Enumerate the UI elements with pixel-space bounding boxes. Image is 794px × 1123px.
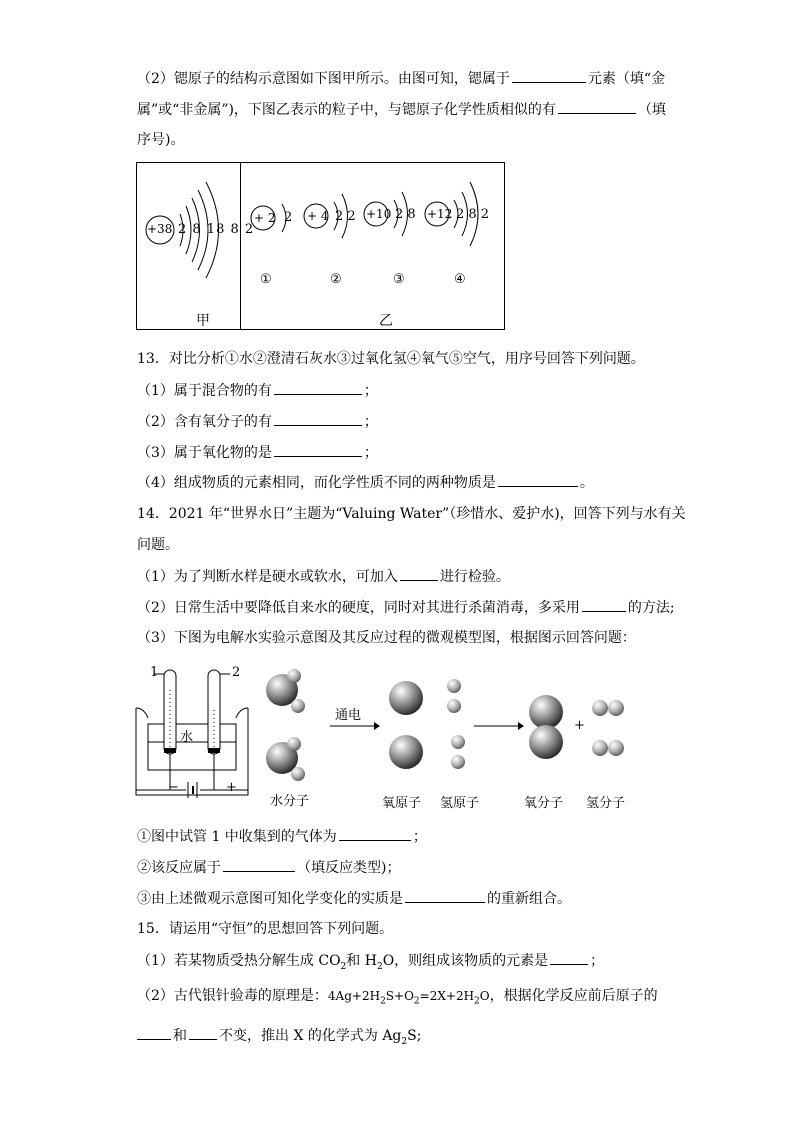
equation-part: 4Ag+2H	[327, 989, 381, 1003]
answer-blank[interactable]	[550, 950, 588, 965]
q13-text: （2）含有氧分子的有	[137, 414, 272, 430]
q12-line2	[137, 99, 666, 120]
oxygen-atom-label: 氧原子	[382, 796, 422, 811]
answer-blank[interactable]	[274, 442, 362, 457]
q14-sub2	[137, 857, 400, 878]
q15-part2	[137, 986, 658, 1011]
equation-part: S+O	[385, 989, 414, 1003]
q13-stem	[137, 349, 645, 369]
equation-part: O	[479, 989, 490, 1003]
hydrogen-atom-label: 氢原子	[440, 796, 480, 811]
q14-text: ②该反应属于	[137, 860, 221, 876]
q14-text: （1）为了判断水样是硬水或软水，可加入	[137, 569, 398, 585]
answer-blank[interactable]	[223, 857, 295, 872]
tube-1-label: 1	[150, 665, 159, 680]
answer-blank[interactable]	[512, 68, 586, 83]
q15-part3	[137, 1025, 421, 1052]
q14-text: 14．2021 年“世界水日”主题为“Valuing Water”（珍惜水、爱护水)，回答下列与水有关	[137, 506, 686, 522]
particle-nucleus: +12	[427, 207, 453, 221]
subscript: 2	[401, 1036, 408, 1047]
q13-text: 。	[579, 475, 594, 491]
q15-text: S;	[407, 1028, 422, 1044]
water-molecule-label: 水分子	[270, 794, 310, 809]
hydrogen-molecule-label: 氢分子	[586, 796, 626, 811]
particle-label: ①	[260, 272, 272, 287]
plus-sign: +	[574, 718, 585, 733]
q15-text: （2）古代银针验毒的原理是：	[137, 988, 328, 1004]
answer-blank[interactable]	[189, 1025, 217, 1040]
equation-part: =2X+2H	[419, 989, 475, 1003]
oxygen-molecule-label: 氧分子	[524, 796, 564, 811]
q14-stem-2	[137, 535, 179, 555]
electrolysis-label: 通电	[335, 708, 362, 723]
q14-part3	[137, 628, 636, 648]
q14-text: （3）下图为电解水实验示意图及其反应过程的微观模型图，根据图示回答问题：	[137, 630, 636, 646]
subscript: 2	[376, 961, 383, 972]
q13-text: （3）属于氧化物的是	[137, 445, 272, 461]
answer-blank[interactable]	[400, 566, 438, 581]
q14-sub1	[137, 826, 427, 847]
particle-shells: 2 8 2	[456, 207, 490, 222]
q14-text: 进行检验。	[439, 569, 510, 585]
answer-blank[interactable]	[339, 826, 411, 841]
answer-blank[interactable]	[274, 380, 362, 395]
q13-part2	[137, 411, 378, 432]
q13-text: （4）组成物质的元素相同，而化学性质不同的两种物质是	[137, 475, 496, 491]
particle-nucleus: + 2	[254, 211, 276, 225]
atomic-structure-figure	[136, 162, 505, 330]
q15-text: O，则组成该物质的元素是	[382, 953, 549, 969]
q13-part4	[137, 472, 594, 493]
q15-text: 和 H	[346, 953, 377, 969]
answer-blank[interactable]	[405, 888, 485, 903]
electrolysis-figure	[130, 660, 640, 810]
q14-text: 问题。	[137, 537, 179, 553]
particle-nucleus: +10	[366, 207, 392, 221]
q15-text: ；	[590, 953, 605, 969]
q12-line1	[137, 68, 665, 89]
q14-text: ①图中试管 1 中收集到的气体为	[137, 829, 337, 845]
q15-text: 和	[173, 1028, 187, 1044]
q13-text: ；	[363, 445, 378, 461]
subscript: 2	[474, 996, 480, 1007]
q15-text: 不变，推出 X 的化学式为 Ag	[219, 1028, 402, 1044]
subscript: 2	[340, 961, 347, 972]
answer-blank[interactable]	[137, 1025, 171, 1040]
figure-label-yi: 乙	[379, 313, 393, 329]
sr-nucleus: +38	[147, 222, 173, 236]
q15-text: （1）若某物质受热分解生成 CO	[137, 953, 341, 969]
answer-blank[interactable]	[582, 597, 626, 612]
q14-text: ；	[412, 829, 427, 845]
q14-sub3	[137, 888, 571, 909]
q13-stem-text: 13．对比分析①水②澄清石灰水③过氧化氢④氧气⑤空气，用序号回答下列问题。	[137, 351, 645, 367]
q14-text: ③由上述微观示意图可知化学变化的实质是	[137, 891, 403, 907]
negative-terminal: −	[168, 780, 179, 795]
q13-part3	[137, 442, 378, 463]
q14-part2	[137, 597, 675, 618]
q13-text: ；	[363, 414, 378, 430]
particle-label: ③	[393, 272, 405, 287]
particle-shells: 2 2	[335, 209, 356, 224]
q15-text: 15．请运用“守恒”的思想回答下列问题。	[137, 921, 394, 937]
q12-text: 元素（填“金	[587, 71, 666, 87]
q14-part1	[137, 566, 510, 587]
sr-shells: 2 8 18 8 2	[178, 222, 255, 237]
q14-text: 的重新组合。	[487, 891, 571, 907]
q14-text: （填反应类型)；	[297, 860, 401, 876]
particle-nucleus: + 4	[307, 209, 329, 223]
water-label: 水	[180, 730, 194, 745]
tube-2-label: 2	[232, 665, 241, 680]
subscript: 2	[380, 996, 386, 1007]
q13-part1	[137, 380, 378, 401]
q15-part1	[137, 950, 604, 977]
q15-stem	[137, 919, 393, 939]
q14-text: （2）日常生活中要降低自来水的硬度，同时对其进行杀菌消毒，多采用	[137, 600, 580, 616]
q13-text: ；	[363, 383, 378, 399]
answer-blank[interactable]	[498, 472, 578, 487]
q13-text: （1）属于混合物的有	[137, 383, 272, 399]
subscript: 2	[413, 996, 420, 1007]
answer-blank[interactable]	[558, 99, 636, 114]
answer-blank[interactable]	[274, 411, 362, 426]
chemical-equation	[327, 989, 490, 1007]
q12-line3	[137, 130, 184, 150]
q14-stem	[137, 504, 686, 524]
particle-shells: 2	[284, 210, 293, 225]
q15-text: ，根据化学反应前后原子的	[489, 988, 658, 1004]
q12-text: （2）锶原子的结构示意图如下图甲所示。由图可知，锶属于	[137, 71, 510, 87]
figure-label-jia: 甲	[196, 313, 210, 329]
particle-label: ④	[454, 272, 466, 287]
particle-label: ②	[330, 272, 342, 287]
q12-text: （填	[637, 102, 666, 118]
particle-shells: 2 8	[395, 207, 416, 222]
q14-text: 的方法;	[627, 600, 675, 616]
positive-terminal: +	[226, 780, 237, 795]
q12-text: 序号)。	[137, 132, 185, 148]
q12-text: 属”或“非金属”)，下图乙表示的粒子中，与锶原子化学性质相似的有	[137, 102, 556, 118]
